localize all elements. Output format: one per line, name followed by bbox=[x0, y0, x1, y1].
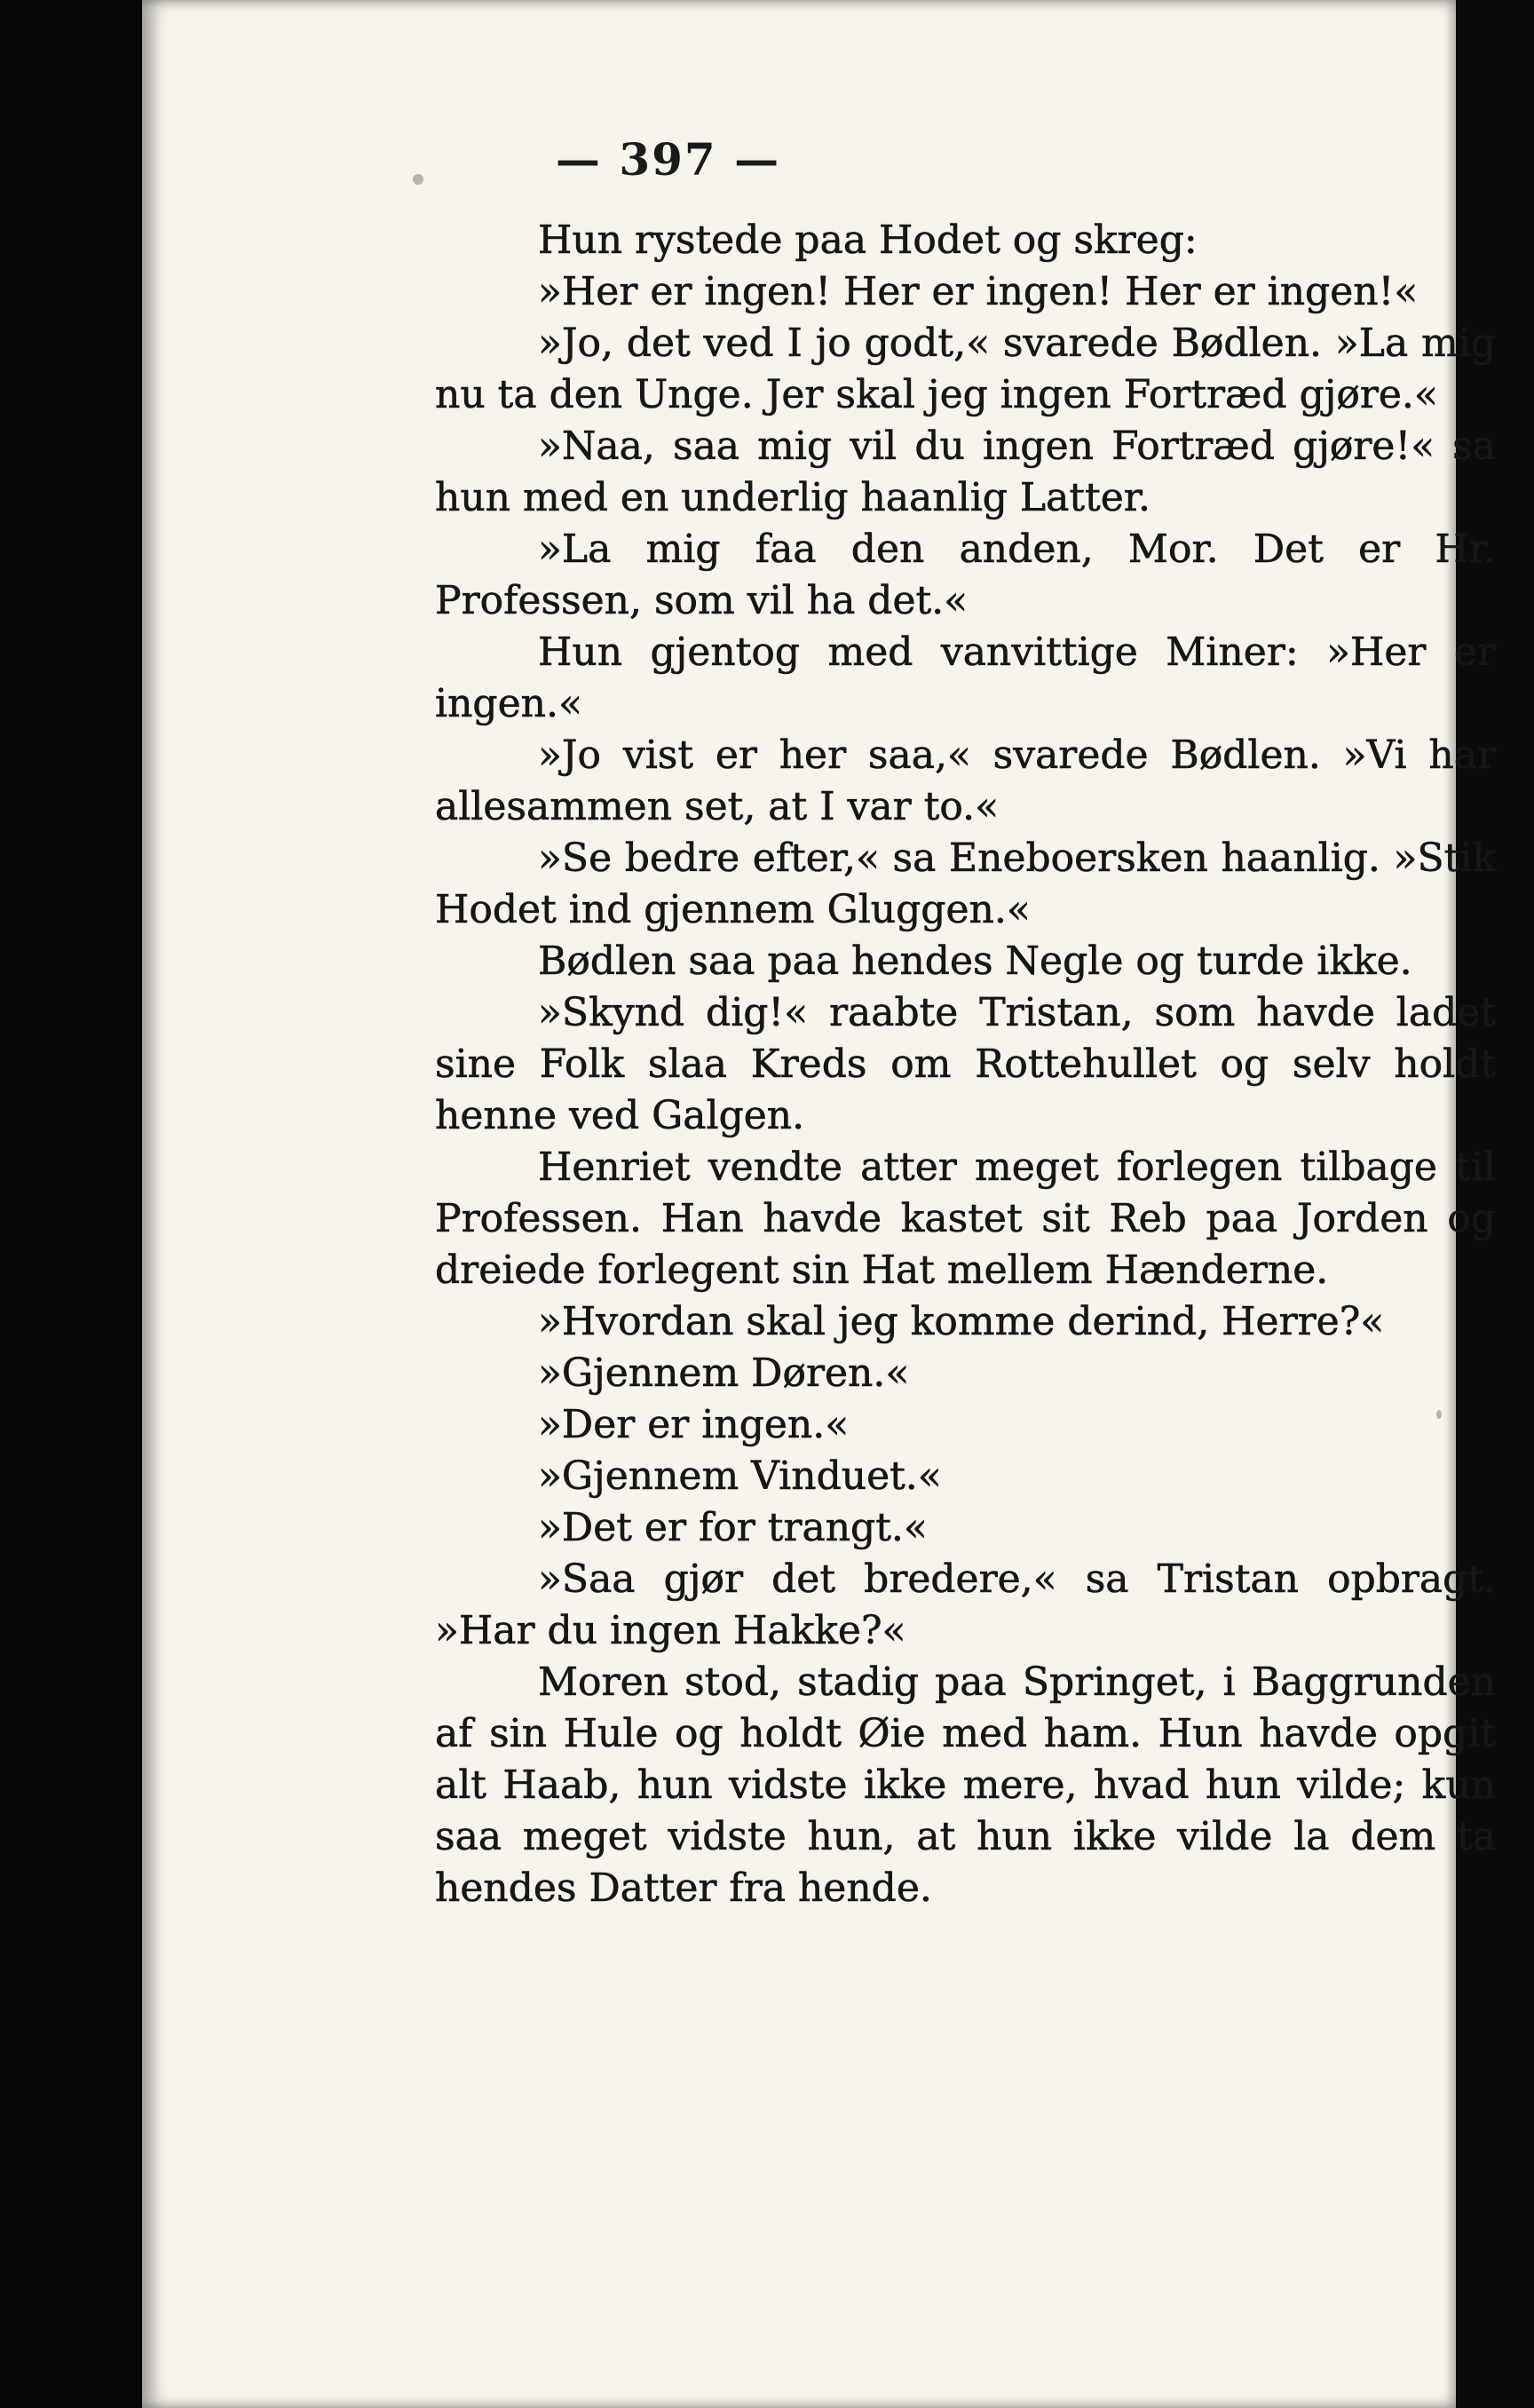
body-text bbox=[435, 215, 1496, 1914]
paragraph: »Gjennem Døren.« bbox=[538, 1351, 910, 1396]
paragraph: »La mig faa den anden, Mor. Det er Hr. Professen, som vil ha det.« bbox=[435, 527, 1496, 623]
paragraph: »Det er for trangt.« bbox=[538, 1505, 928, 1550]
paragraph: Bødlen saa paa hendes Negle og turde ikke. bbox=[538, 939, 1412, 984]
paragraph: Hun gjentog med vanvittige Miner: »Her er ingen.« bbox=[435, 630, 1496, 726]
book-page bbox=[142, 0, 1496, 2408]
paragraph: »Jo vist er her saa,« svarede Bødlen. »Vi har allesammen set, at I var to.« bbox=[435, 733, 1496, 829]
paragraph: »Der er ingen.« bbox=[538, 1402, 850, 1447]
paragraph: »Skynd dig!« raabte Tristan, som havde ladet sine Folk slaa Kreds om Rottehullet og selv holdt henne ved Galgen. bbox=[435, 990, 1496, 1138]
paragraph: »Naa, saa mig vil du ingen Fortræd gjøre!« sa hun med en underlig haanlig Latter. bbox=[435, 424, 1496, 520]
page-number: — 397 — bbox=[555, 133, 781, 186]
paragraph: »Se bedre efter,« sa Eneboersken haanlig. »Stik Hodet ind gjennem Gluggen.« bbox=[435, 836, 1496, 932]
paragraph: Moren stod, stadig paa Springet, i Baggrunden af sin Hule og holdt Øie med ham. Hun havde opgit alt Haab, hun vidste ikke mere, hvad hun vilde; kun saa meget vidste hun, at hun ikke vilde la dem ta hendes Datter fra hende. bbox=[435, 1659, 1496, 1911]
paragraph: »Jo, det ved I jo godt,« svarede Bødlen. »La mig nu ta den Unge. Jer skal jeg ingen Fortræd gjøre.« bbox=[435, 321, 1496, 417]
paragraph: »Her er ingen! Her er ingen! Her er ingen!« bbox=[538, 269, 1419, 314]
paragraph: »Saa gjør det bredere,« sa Tristan opbragt. »Har du ingen Hakke?« bbox=[435, 1556, 1496, 1653]
paragraph: Henriet vendte atter meget forlegen tilbage til Professen. Han havde kastet sit Reb paa Jorden og dreiede forlegent sin Hat mellem Hænderne. bbox=[435, 1145, 1496, 1293]
paragraph: Hun rystede paa Hodet og skreg: bbox=[538, 218, 1198, 263]
paragraph: »Hvordan skal jeg komme derind, Herre?« bbox=[538, 1299, 1385, 1344]
paragraph: »Gjennem Vinduet.« bbox=[538, 1454, 942, 1499]
book-gutter-shadow bbox=[0, 0, 142, 2408]
